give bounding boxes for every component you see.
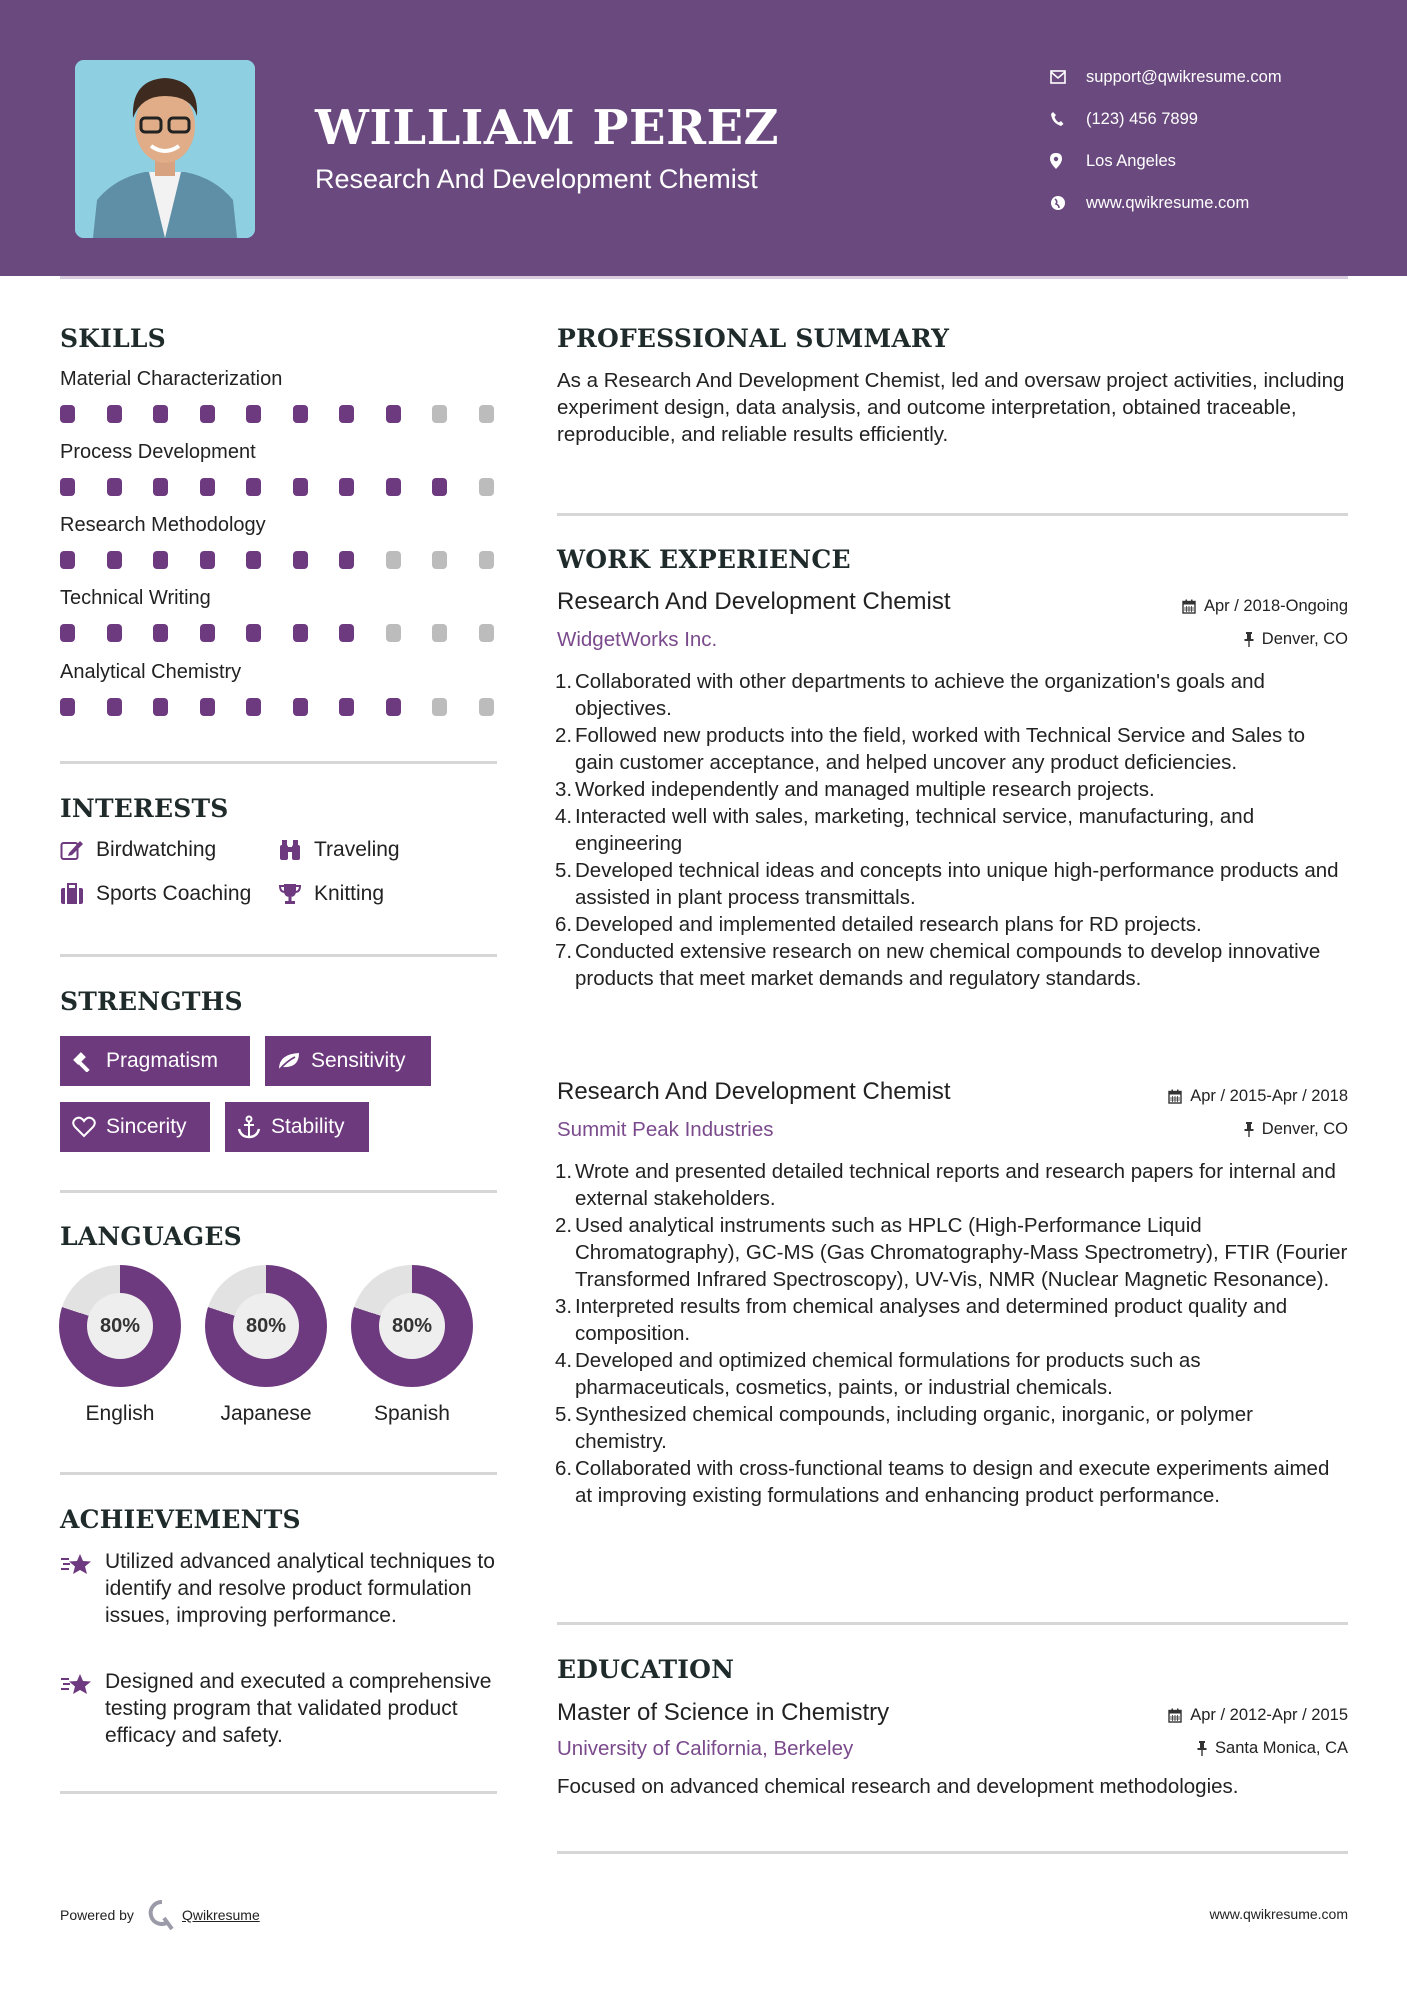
contact-website[interactable] xyxy=(1050,182,1282,224)
phone-icon xyxy=(1050,111,1086,127)
rating-dot-filled xyxy=(107,551,122,569)
language-donut xyxy=(59,1265,181,1387)
rating-dot-filled xyxy=(200,624,215,642)
rating-dot-filled xyxy=(153,698,168,716)
achievements-heading: ACHIEVEMENTS xyxy=(60,1505,301,1534)
job-dates-text: Apr / 2015-Apr / 2018 xyxy=(1190,1087,1348,1105)
rating-dot-filled xyxy=(293,624,308,642)
section-divider xyxy=(60,1472,497,1475)
pushpin-icon xyxy=(1244,632,1254,647)
rating-dot-filled xyxy=(60,624,75,642)
job-bullet: Conducted extensive research on new chemical compounds to develop innovative products that meet market demands and regulatory standards. xyxy=(575,940,1321,990)
candidate-title: Research And Development Chemist xyxy=(315,164,758,194)
trophy-icon xyxy=(278,883,314,905)
language-donut xyxy=(351,1265,473,1387)
calendar-icon xyxy=(1182,599,1196,614)
rating-dot-filled xyxy=(339,478,354,496)
education-location-text: Santa Monica, CA xyxy=(1215,1739,1348,1757)
leaf-icon xyxy=(277,1051,311,1071)
rating-dot-filled xyxy=(153,478,168,496)
gavel-icon xyxy=(72,1050,106,1072)
rating-dot-filled xyxy=(153,405,168,423)
language-label: Japanese xyxy=(220,1402,312,1425)
summary-heading: PROFESSIONAL SUMMARY xyxy=(557,324,950,353)
candidate-name: WILLIAM PEREZ xyxy=(315,100,780,156)
job-bullets xyxy=(575,1158,1348,1509)
rating-dot-filled xyxy=(293,478,308,496)
job-bullet: Collaborated with other departments to achieve the organization's goals and objectives. xyxy=(575,670,1265,720)
header-divider xyxy=(60,276,1348,279)
job-bullet: Worked independently and managed multiple research projects. xyxy=(575,778,1155,801)
degree-title: Master of Science in Chemistry xyxy=(557,1699,890,1726)
achievement-text: Designed and executed a comprehensive testing program that validated product efficacy and safety. xyxy=(105,1670,492,1747)
interest-item xyxy=(60,882,251,906)
language-percent: 80% xyxy=(87,1293,153,1359)
job-bullet: Developed and optimized chemical formulations for products such as pharmaceuticals, cosmetics, paints, or industrial chemicals. xyxy=(575,1349,1201,1399)
job-location xyxy=(1244,1120,1348,1139)
section-divider xyxy=(60,1791,497,1794)
skill-rating xyxy=(60,551,494,569)
rating-dot-empty xyxy=(432,698,447,716)
job-bullet: Developed and implemented detailed research plans for RD projects. xyxy=(575,913,1202,936)
strength-label: Sincerity xyxy=(106,1115,187,1138)
edit-icon xyxy=(60,839,96,861)
rating-dot-filled xyxy=(386,405,401,423)
language-label: Spanish xyxy=(374,1402,450,1425)
achievement-text: Utilized advanced analytical techniques to identify and resolve product formulation issues, improving performance. xyxy=(105,1550,495,1627)
interest-label: Sports Coaching xyxy=(96,882,252,905)
calendar-icon xyxy=(1168,1089,1182,1104)
rating-dot-filled xyxy=(107,478,122,496)
rating-dot-filled xyxy=(339,551,354,569)
strength-label: Stability xyxy=(271,1115,345,1138)
strength-label: Sensitivity xyxy=(311,1049,406,1072)
interest-item xyxy=(278,838,400,862)
rating-dot-empty xyxy=(479,405,494,423)
job-bullet: Synthesized chemical compounds, including organic, inorganic, or polymer chemistry. xyxy=(575,1403,1253,1453)
skill-label: Process Development xyxy=(60,441,256,463)
briefcase-icon xyxy=(60,883,96,905)
rating-dot-empty xyxy=(386,551,401,569)
skills-heading: SKILLS xyxy=(60,324,166,353)
envelope-icon xyxy=(1050,70,1086,84)
education-description: Focused on advanced chemical research and development methodologies. xyxy=(557,1775,1239,1798)
skill-rating xyxy=(60,405,494,423)
job-title: Research And Development Chemist xyxy=(557,1078,951,1105)
strength-badge xyxy=(225,1102,369,1152)
job-title: Research And Development Chemist xyxy=(557,588,951,615)
skill-rating xyxy=(60,698,494,716)
rating-dot-filled xyxy=(200,405,215,423)
section-divider xyxy=(60,954,497,957)
rating-dot-empty xyxy=(479,551,494,569)
language-donut xyxy=(205,1265,327,1387)
rating-dot-empty xyxy=(432,551,447,569)
company-name: Summit Peak Industries xyxy=(557,1118,774,1141)
rating-dot-filled xyxy=(339,405,354,423)
skill-label: Technical Writing xyxy=(60,587,211,609)
job-bullet: Developed technical ideas and concepts into unique high-performance products and assisted in plant process transmittals. xyxy=(575,859,1339,909)
rating-dot-filled xyxy=(60,551,75,569)
contact-phone[interactable] xyxy=(1050,98,1282,140)
globe-icon xyxy=(1050,195,1086,211)
rating-dot-filled xyxy=(246,698,261,716)
pushpin-icon xyxy=(1197,1741,1207,1756)
rating-dot-filled xyxy=(339,624,354,642)
strength-badge xyxy=(60,1036,250,1086)
job-bullet: Interacted well with sales, marketing, technical service, manufacturing, and engineering xyxy=(575,805,1255,855)
contact-list xyxy=(1050,56,1282,224)
job-dates xyxy=(1182,597,1348,616)
shooting-star-icon xyxy=(60,1668,105,1749)
skill-label: Analytical Chemistry xyxy=(60,661,242,683)
rating-dot-filled xyxy=(200,698,215,716)
job-location-text: Denver, CO xyxy=(1261,630,1348,648)
rating-dot-filled xyxy=(107,624,122,642)
interest-label: Knitting xyxy=(314,882,385,905)
rating-dot-empty xyxy=(479,624,494,642)
rating-dot-filled xyxy=(293,551,308,569)
binoculars-icon xyxy=(278,839,314,861)
work-experience-heading: WORK EXPERIENCE xyxy=(557,545,851,574)
job-location xyxy=(1244,630,1348,649)
rating-dot-empty xyxy=(432,405,447,423)
job-dates-text: Apr / 2018-Ongoing xyxy=(1203,597,1348,615)
shooting-star-icon xyxy=(60,1548,105,1629)
rating-dot-filled xyxy=(386,698,401,716)
rating-dot-filled xyxy=(60,405,75,423)
skill-label: Research Methodology xyxy=(60,514,266,536)
qwikresume-link[interactable]: Qwikresume xyxy=(181,1907,260,1923)
contact-email[interactable] xyxy=(1050,56,1282,98)
skill-label: Material Characterization xyxy=(60,368,283,390)
education-dates-text: Apr / 2012-Apr / 2015 xyxy=(1190,1706,1348,1724)
footer-powered-by xyxy=(60,1900,260,1930)
rating-dot-filled xyxy=(60,698,75,716)
summary-text: As a Research And Development Chemist, led and oversaw project activities, including experiment design, data analysis, and outcome interpretation, obtained traceable, reproducible, and reliable results efficiently. xyxy=(557,369,1345,446)
rating-dot-empty xyxy=(386,624,401,642)
education-heading: EDUCATION xyxy=(557,1655,735,1684)
job-bullet: Wrote and presented detailed technical reports and research papers for internal and external stakeholders. xyxy=(575,1160,1336,1210)
rating-dot-filled xyxy=(60,478,75,496)
company-name: WidgetWorks Inc. xyxy=(557,628,718,651)
interest-label: Traveling xyxy=(314,838,400,861)
school-name: University of California, Berkeley xyxy=(557,1737,854,1760)
rating-dot-filled xyxy=(246,551,261,569)
job-bullet: Interpreted results from chemical analyses and determined product quality and composition. xyxy=(575,1295,1288,1345)
powered-by-label: Powered by xyxy=(60,1907,134,1923)
profile-photo xyxy=(75,60,255,238)
rating-dot-empty xyxy=(479,478,494,496)
skill-rating xyxy=(60,624,494,642)
interest-item xyxy=(60,838,216,862)
section-divider xyxy=(557,1622,1348,1625)
strength-badge xyxy=(265,1036,431,1086)
rating-dot-filled xyxy=(432,478,447,496)
contact-email-text: support@qwikresume.com xyxy=(1086,67,1282,86)
rating-dot-empty xyxy=(432,624,447,642)
contact-location-text: Los Angeles xyxy=(1086,151,1176,170)
section-divider xyxy=(557,1851,1348,1854)
education-dates xyxy=(1168,1706,1348,1725)
contact-phone-text: (123) 456 7899 xyxy=(1086,109,1198,128)
languages-heading: LANGUAGES xyxy=(60,1222,242,1251)
contact-website-text: www.qwikresume.com xyxy=(1086,193,1250,212)
skill-rating xyxy=(60,478,494,496)
interest-label: Birdwatching xyxy=(96,838,217,861)
anchor-icon xyxy=(237,1115,271,1139)
rating-dot-filled xyxy=(293,405,308,423)
strength-badge xyxy=(60,1102,210,1152)
contact-location xyxy=(1050,140,1282,182)
job-location-text: Denver, CO xyxy=(1261,1120,1348,1138)
rating-dot-filled xyxy=(107,698,122,716)
language-label: English xyxy=(85,1402,155,1425)
job-bullet: Used analytical instruments such as HPLC (High-Performance Liquid Chromatography), GC-MS (Gas Chromatography-Mass Spectrometry), FTIR (Fourier Transformed Infrared Spectroscopy), UV-Vis, NMR (Nuclear Magnetic Resonance). xyxy=(575,1214,1348,1291)
footer-website[interactable]: www.qwikresume.com xyxy=(1209,1906,1348,1922)
education-location xyxy=(1197,1739,1348,1758)
rating-dot-filled xyxy=(246,478,261,496)
interest-item xyxy=(278,882,384,906)
achievement-item xyxy=(60,1548,497,1629)
calendar-icon xyxy=(1168,1708,1182,1723)
job-bullets xyxy=(575,668,1348,992)
rating-dot-empty xyxy=(479,698,494,716)
strengths-heading: STRENGTHS xyxy=(60,987,243,1016)
rating-dot-filled xyxy=(293,698,308,716)
map-pin-icon xyxy=(1050,153,1086,169)
pushpin-icon xyxy=(1244,1122,1254,1137)
strength-label: Pragmatism xyxy=(106,1049,219,1072)
section-divider xyxy=(557,513,1348,516)
rating-dot-filled xyxy=(200,478,215,496)
job-bullet: Collaborated with cross-functional teams to design and execute experiments aimed at improving existing formulations and enhancing product performance. xyxy=(575,1457,1330,1507)
rating-dot-filled xyxy=(153,624,168,642)
job-dates xyxy=(1168,1087,1348,1106)
rating-dot-filled xyxy=(339,698,354,716)
rating-dot-filled xyxy=(246,405,261,423)
rating-dot-filled xyxy=(153,551,168,569)
job-bullet: Followed new products into the field, worked with Technical Service and Sales to gain customer acceptance, and helped uncover any product deficiencies. xyxy=(575,724,1306,774)
language-percent: 80% xyxy=(233,1293,299,1359)
rating-dot-filled xyxy=(107,405,122,423)
section-divider xyxy=(60,1190,497,1193)
section-divider xyxy=(60,761,497,764)
rating-dot-filled xyxy=(386,478,401,496)
rating-dot-filled xyxy=(246,624,261,642)
interests-heading: INTERESTS xyxy=(60,794,229,823)
achievement-item xyxy=(60,1668,497,1749)
heart-icon xyxy=(72,1116,106,1138)
language-percent: 80% xyxy=(379,1293,445,1359)
header-banner xyxy=(0,0,1407,276)
qwikresume-logo-icon xyxy=(148,1900,176,1930)
rating-dot-filled xyxy=(200,551,215,569)
